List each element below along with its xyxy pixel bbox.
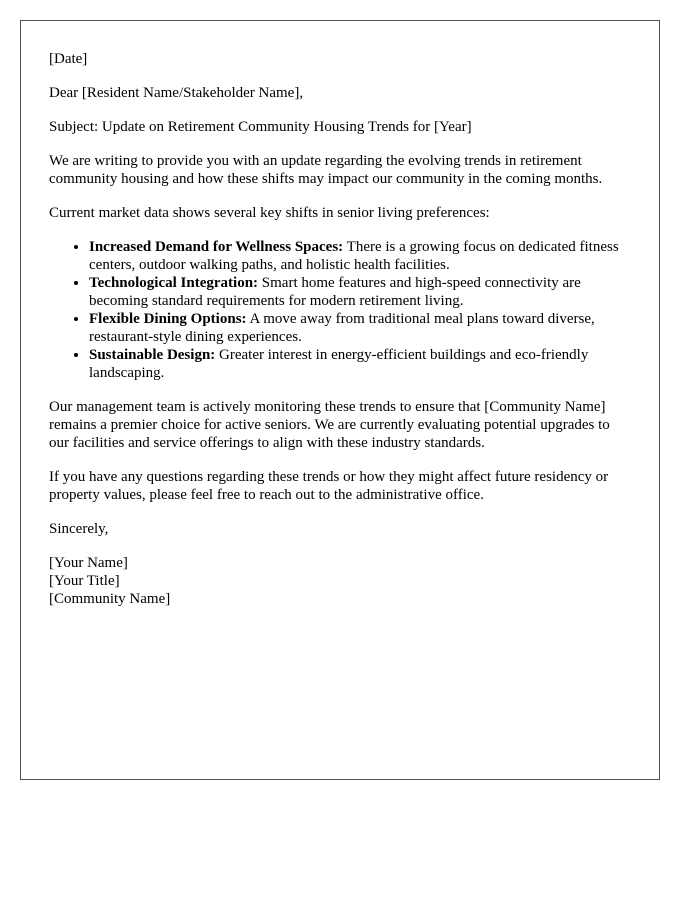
- trend-text: Greater interest in energy-efficient buildings and eco-friendly landscaping.: [89, 347, 589, 381]
- trend-text: Smart home features and high-speed connectivity are becoming standard requirements for modern retirement living.: [89, 275, 581, 309]
- trend-item-technology: [89, 274, 631, 310]
- letter-management-paragraph: Our management team is actively monitoring these trends to ensure that [Community Name] remains a premier choice for active seniors. We are currently evaluating potential upgrades to our facilities and service offerings to align with these industry standards.: [49, 399, 610, 451]
- trend-text: There is a growing focus on dedicated fitness centers, outdoor walking paths, and holistic health facilities.: [89, 239, 619, 273]
- trend-title: Technological Integration:: [89, 275, 259, 291]
- letter-subject: Subject: Update on Retirement Community Housing Trends for [Year]: [49, 119, 472, 135]
- trend-text: A move away from traditional meal plans toward diverse, restaurant-style dining experiences.: [89, 311, 595, 345]
- letter-date: [Date]: [49, 51, 88, 67]
- letter-body: [49, 50, 631, 608]
- trend-title: Flexible Dining Options:: [89, 311, 247, 327]
- signature-title: [Your Title]: [49, 573, 120, 589]
- signature-block: [49, 554, 631, 608]
- trend-item-dining: [89, 310, 631, 346]
- trend-title: Sustainable Design:: [89, 347, 216, 363]
- trends-list: [49, 238, 631, 382]
- trend-item-sustainable: [89, 346, 631, 382]
- letter-intro-paragraph: We are writing to provide you with an update regarding the evolving trends in retirement community housing and how these shifts may impact our community in the coming months.: [49, 153, 603, 187]
- letter-questions-paragraph: If you have any questions regarding these trends or how they might affect future residency or property values, please feel free to reach out to the administrative office.: [49, 469, 609, 503]
- trend-item-wellness: [89, 238, 631, 274]
- signature-name: [Your Name]: [49, 555, 128, 571]
- letter-closing: Sincerely,: [49, 521, 109, 537]
- letter-salutation: Dear [Resident Name/Stakeholder Name],: [49, 85, 304, 101]
- letter-market-lead: Current market data shows several key shifts in senior living preferences:: [49, 205, 490, 221]
- signature-community: [Community Name]: [49, 591, 171, 607]
- letter-page: [20, 20, 660, 780]
- trend-title: Increased Demand for Wellness Spaces:: [89, 239, 344, 255]
